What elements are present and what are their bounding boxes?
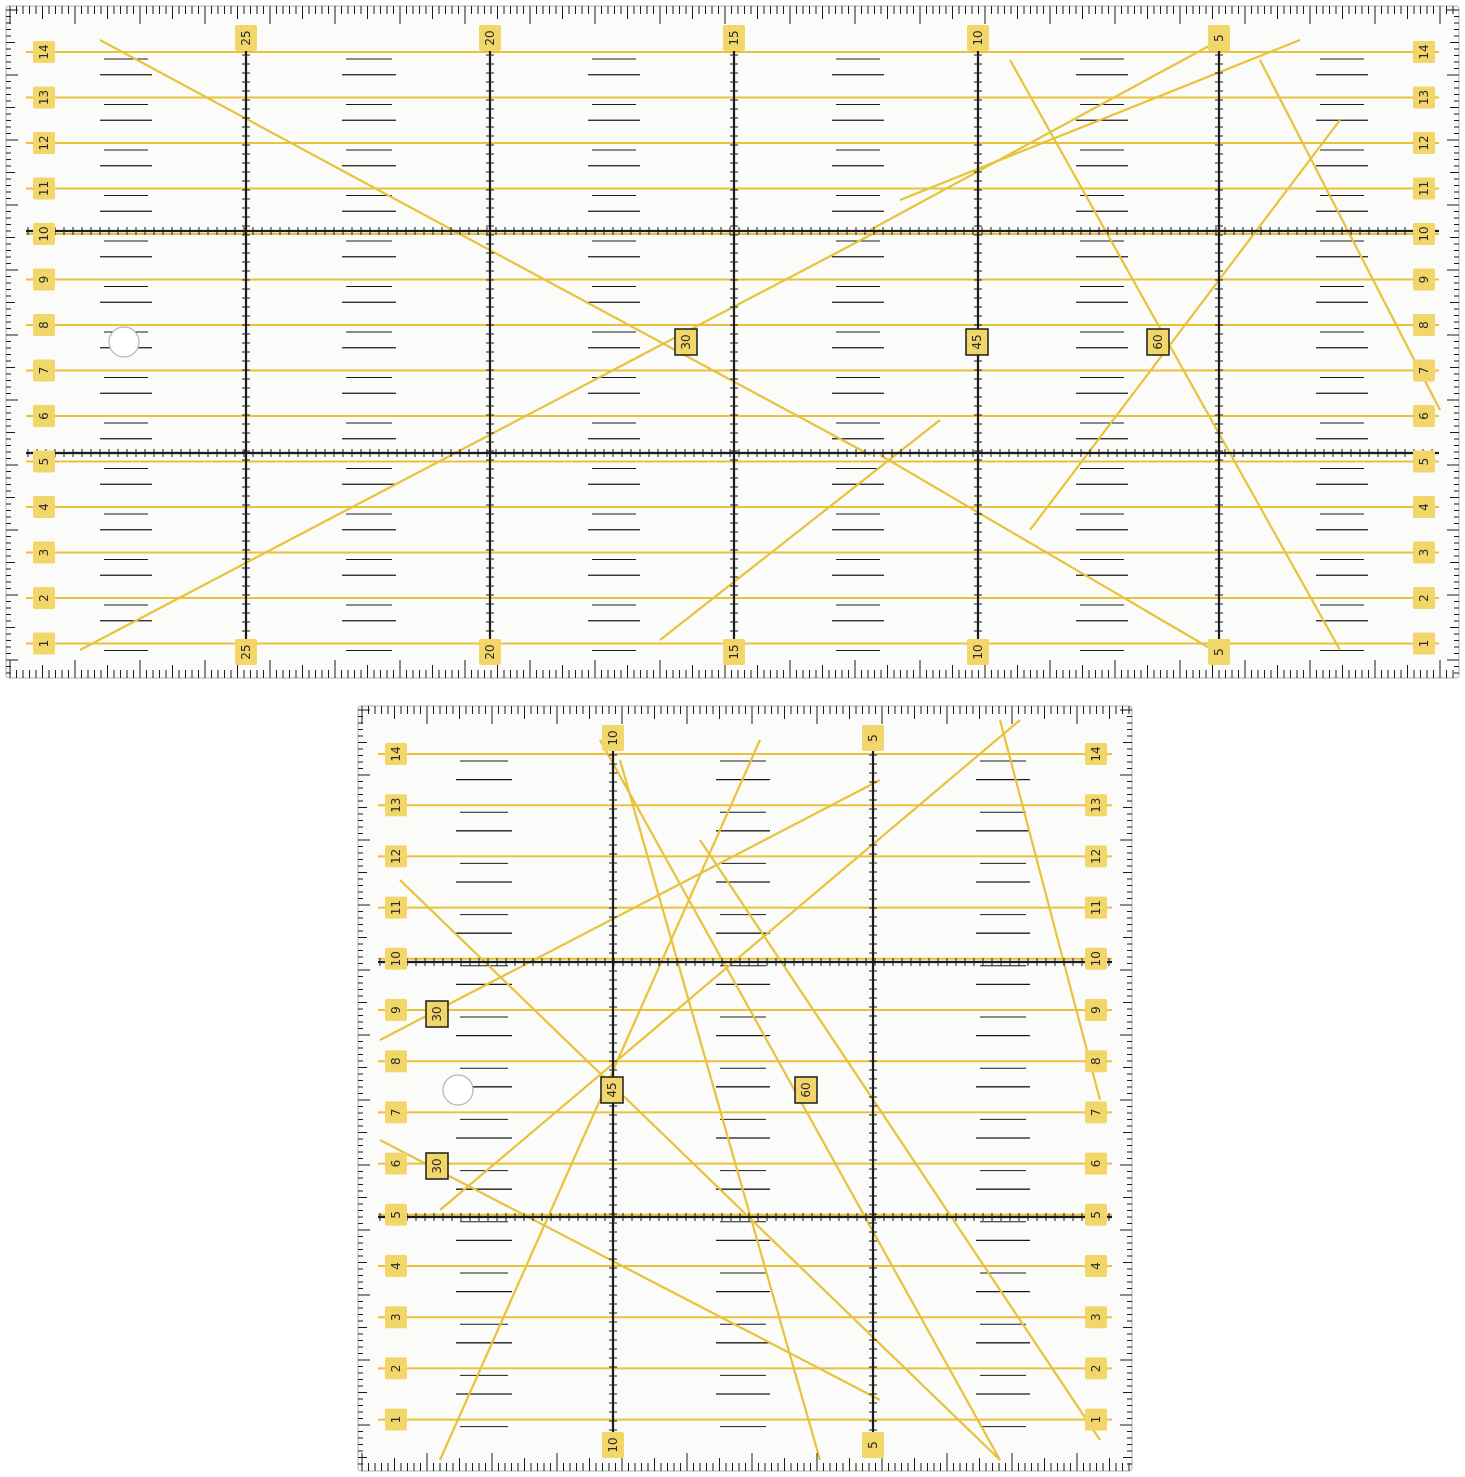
large-left-row-label: [33, 542, 55, 564]
small-right-row-label: [1085, 1050, 1107, 1072]
svg-text:8: 8: [389, 1057, 403, 1066]
large-angle-label: [1147, 329, 1169, 355]
svg-text:7: 7: [37, 366, 51, 375]
svg-text:9: 9: [1089, 1006, 1103, 1014]
svg-text:7: 7: [1089, 1108, 1103, 1117]
svg-text:11: 11: [1089, 899, 1103, 916]
svg-text:10: 10: [1089, 951, 1103, 967]
small-right-row-label: [1085, 1306, 1107, 1328]
svg-text:10: 10: [606, 730, 620, 746]
svg-text:8: 8: [1417, 321, 1431, 329]
small-square-ruler: [358, 706, 1132, 1471]
svg-text:2: 2: [1089, 1364, 1103, 1373]
small-left-row-label: [385, 1357, 407, 1379]
large-left-row-label: [33, 587, 55, 609]
svg-text:10: 10: [37, 226, 51, 242]
svg-text:12: 12: [1089, 848, 1103, 865]
svg-text:30: 30: [679, 334, 693, 350]
svg-text:10: 10: [606, 1437, 620, 1453]
small-left-row-label: [385, 897, 407, 919]
svg-text:1: 1: [389, 1415, 403, 1424]
svg-text:45: 45: [970, 334, 984, 350]
small-left-row-label: [385, 1409, 407, 1431]
large-right-row-label: [1413, 223, 1435, 245]
svg-text:2: 2: [1417, 594, 1431, 602]
svg-text:8: 8: [1089, 1057, 1103, 1066]
svg-text:5: 5: [866, 734, 880, 742]
small-angle-label: [601, 1077, 623, 1103]
small-left-row-label: [385, 1306, 407, 1328]
small-left-row-label: [385, 794, 407, 816]
large-bottom-column-label: [479, 639, 501, 665]
large-right-row-label: [1413, 132, 1435, 154]
svg-text:14: 14: [37, 44, 51, 60]
large-bottom-column-label: [235, 639, 257, 665]
svg-text:2: 2: [37, 594, 51, 602]
svg-text:14: 14: [1089, 746, 1103, 762]
large-left-row-label: [33, 496, 55, 518]
large-hang-hole: [109, 327, 139, 357]
svg-text:5: 5: [1212, 648, 1226, 656]
large-bottom-column-label: [723, 639, 745, 665]
large-right-row-label: [1413, 542, 1435, 564]
small-left-row-label: [385, 1101, 407, 1123]
svg-text:1: 1: [37, 639, 51, 648]
large-left-row-label: [33, 360, 55, 382]
svg-text:2: 2: [389, 1364, 403, 1373]
small-right-row-label: [1085, 743, 1107, 765]
large-left-row-label: [33, 223, 55, 245]
large-right-row-label: [1413, 633, 1435, 655]
large-left-row-label: [33, 451, 55, 473]
small-body: [358, 706, 1132, 1471]
svg-text:3: 3: [1417, 548, 1431, 557]
svg-text:9: 9: [1417, 275, 1431, 284]
large-angle-label: [966, 329, 988, 355]
svg-text:5: 5: [389, 1210, 403, 1219]
svg-text:9: 9: [389, 1006, 403, 1014]
small-left-row-label: [385, 1050, 407, 1072]
svg-text:14: 14: [389, 746, 403, 762]
large-right-row-label: [1413, 360, 1435, 382]
large-left-row-label: [33, 178, 55, 200]
small-right-row-label: [1085, 948, 1107, 970]
small-right-row-label: [1085, 1409, 1107, 1431]
large-right-row-label: [1413, 87, 1435, 109]
small-right-row-label: [1085, 1255, 1107, 1277]
large-angle-label: [675, 329, 697, 355]
small-left-row-label: [385, 1204, 407, 1226]
svg-text:5: 5: [1212, 34, 1226, 42]
small-right-row-label: [1085, 1204, 1107, 1226]
svg-text:13: 13: [1089, 797, 1103, 813]
svg-text:5: 5: [37, 457, 51, 466]
svg-text:45: 45: [605, 1082, 619, 1098]
small-right-row-label: [1085, 1101, 1107, 1123]
small-right-row-label: [1085, 999, 1107, 1021]
svg-text:3: 3: [389, 1313, 403, 1322]
large-top-column-label: [235, 25, 257, 51]
svg-text:4: 4: [1417, 503, 1431, 511]
large-right-row-label: [1413, 41, 1435, 63]
svg-text:10: 10: [971, 644, 985, 660]
small-angle-label: [426, 1153, 448, 1179]
small-right-row-label: [1085, 1357, 1107, 1379]
large-left-row-label: [33, 269, 55, 291]
large-right-row-label: [1413, 451, 1435, 473]
svg-text:4: 4: [37, 503, 51, 511]
svg-text:3: 3: [1089, 1313, 1103, 1322]
small-left-row-label: [385, 1153, 407, 1175]
large-rectangular-ruler: [6, 6, 1459, 678]
svg-text:7: 7: [389, 1108, 403, 1117]
svg-text:4: 4: [389, 1262, 403, 1270]
svg-text:8: 8: [37, 321, 51, 329]
large-right-row-label: [1413, 314, 1435, 336]
small-right-row-label: [1085, 794, 1107, 816]
svg-text:4: 4: [1089, 1262, 1103, 1270]
large-left-row-label: [33, 314, 55, 336]
large-left-row-label: [33, 405, 55, 427]
svg-text:20: 20: [483, 644, 497, 660]
svg-text:3: 3: [37, 548, 51, 557]
svg-text:6: 6: [37, 412, 51, 420]
svg-text:30: 30: [430, 1006, 444, 1022]
large-bottom-column-label: [1208, 639, 1230, 665]
svg-text:25: 25: [239, 644, 253, 660]
svg-text:5: 5: [866, 1441, 880, 1449]
svg-text:6: 6: [1089, 1159, 1103, 1168]
svg-text:6: 6: [389, 1159, 403, 1168]
large-top-column-label: [479, 25, 501, 51]
large-right-row-label: [1413, 178, 1435, 200]
svg-text:10: 10: [1417, 226, 1431, 242]
small-right-row-label: [1085, 845, 1107, 867]
small-left-row-label: [385, 743, 407, 765]
svg-text:9: 9: [37, 275, 51, 284]
svg-text:15: 15: [727, 30, 741, 46]
svg-text:25: 25: [239, 30, 253, 46]
svg-text:12: 12: [37, 135, 51, 151]
svg-text:13: 13: [1417, 89, 1431, 106]
small-top-column-label: [862, 725, 884, 751]
svg-text:5: 5: [1089, 1210, 1103, 1219]
small-hang-hole: [443, 1075, 473, 1105]
large-right-row-label: [1413, 587, 1435, 609]
svg-text:1: 1: [1089, 1415, 1103, 1424]
small-bottom-column-label: [862, 1432, 884, 1458]
large-top-column-label: [1208, 25, 1230, 51]
svg-text:12: 12: [1417, 135, 1431, 151]
svg-text:20: 20: [483, 30, 497, 46]
large-right-row-label: [1413, 496, 1435, 518]
svg-text:14: 14: [1417, 44, 1431, 60]
small-left-row-label: [385, 999, 407, 1021]
svg-text:11: 11: [1417, 180, 1431, 197]
svg-text:12: 12: [389, 848, 403, 865]
small-angle-label: [795, 1077, 817, 1103]
svg-text:13: 13: [37, 89, 51, 106]
svg-text:5: 5: [1417, 457, 1431, 466]
large-left-row-label: [33, 41, 55, 63]
svg-text:60: 60: [799, 1082, 813, 1098]
large-right-row-label: [1413, 269, 1435, 291]
large-bottom-column-label: [967, 639, 989, 665]
small-left-row-label: [385, 1255, 407, 1277]
svg-text:15: 15: [727, 644, 741, 660]
large-left-row-label: [33, 87, 55, 109]
svg-text:11: 11: [37, 180, 51, 197]
large-left-row-label: [33, 132, 55, 154]
small-bottom-column-label: [602, 1432, 624, 1458]
large-right-row-label: [1413, 405, 1435, 427]
svg-text:10: 10: [389, 951, 403, 967]
svg-text:6: 6: [1417, 412, 1431, 420]
svg-text:11: 11: [389, 899, 403, 916]
svg-text:60: 60: [1151, 334, 1165, 350]
small-left-row-label: [385, 948, 407, 970]
small-right-row-label: [1085, 1153, 1107, 1175]
large-top-column-label: [967, 25, 989, 51]
small-left-row-label: [385, 845, 407, 867]
large-left-row-label: [33, 633, 55, 655]
small-right-row-label: [1085, 897, 1107, 919]
svg-text:13: 13: [389, 797, 403, 813]
small-angle-label: [426, 1001, 448, 1027]
large-top-column-label: [723, 25, 745, 51]
small-top-column-label: [602, 725, 624, 751]
svg-text:30: 30: [430, 1158, 444, 1174]
svg-text:7: 7: [1417, 366, 1431, 375]
svg-text:10: 10: [971, 30, 985, 46]
svg-text:1: 1: [1417, 639, 1431, 648]
